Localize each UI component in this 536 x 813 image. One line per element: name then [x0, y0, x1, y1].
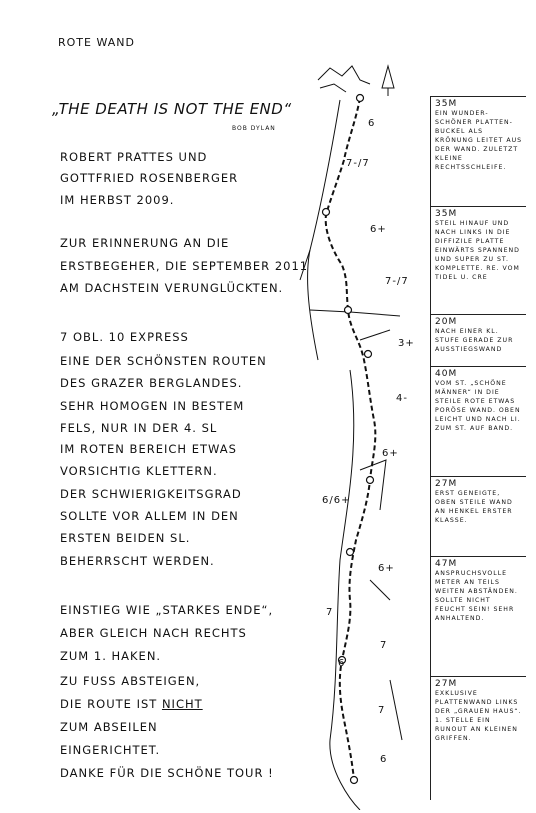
- pitch-description: EXKLUSIVE PLATTENWAND LINKS DER „GRAUEN HAUS“. 1. STELLE EIN RUNOUT AN KLEINEN GRIFFEN.: [435, 690, 522, 742]
- pitch-length: 27M: [435, 479, 458, 489]
- text-line: ROBERT PRATTES UND: [60, 150, 208, 164]
- route-line: [326, 98, 376, 780]
- pitch-grade: 7: [380, 640, 388, 651]
- pitch-grade: 6+: [382, 448, 399, 459]
- belay-station-icon: [345, 307, 352, 314]
- pitch-grade: 7: [326, 607, 334, 618]
- text-line: DER SCHWIERIGKEITSGRAD: [60, 487, 242, 501]
- text-line: FELS, NUR IN DER 4. SL: [60, 421, 218, 435]
- pitch-notes-column: [430, 96, 526, 800]
- route-topo-drawing: [290, 40, 430, 810]
- pitch-grade: 3+: [398, 338, 415, 349]
- text-line: ABER GLEICH NACH RECHTS: [60, 626, 247, 640]
- text-line: VORSICHTIG KLETTERN.: [60, 464, 218, 478]
- pitch-length: 40M: [435, 369, 458, 379]
- pitch-grade: 6: [380, 754, 388, 765]
- text-line: ZUR ERINNERUNG AN DIE: [60, 236, 230, 250]
- pitch-description: VOM ST. „SCHÖNE MÄNNER“ IN DIE STEILE ROTE ETWAS PORÖSE WAND. OBEN LEICHT UND NACH LI. ZUM ST. AUF BAND.: [435, 380, 521, 432]
- wall-edge-line: [330, 370, 360, 810]
- text-line: DANKE FÜR DIE SCHÖNE TOUR !: [60, 766, 274, 780]
- pitch-description: STEIL HINAUF UND NACH LINKS IN DIE DIFFIZILE PLATTE EINWÄRTS SPANNEND UND SUPER ZU ST. KOMPLETTE. RE. VOM TIDEL U. CRE: [435, 220, 520, 281]
- pitch-grade: 7-/7: [346, 158, 370, 169]
- pitch-description: ERST GENEIGTE, OBEN STEILE WAND AN HENKEL ERSTER KLASSE.: [435, 490, 513, 524]
- text-line: EINGERICHTET.: [60, 743, 161, 757]
- text-line: ZUM 1. HAKEN.: [60, 649, 162, 663]
- text-line: ERSTEN BEIDEN SL.: [60, 531, 191, 545]
- text-line: EINSTIEG WIE „STARKES ENDE“,: [60, 603, 274, 617]
- text-line: SEHR HOMOGEN IN BESTEM: [60, 399, 245, 413]
- wall-edge-line: [308, 100, 340, 360]
- pitch-note: [430, 206, 526, 314]
- belay-station-icon: [347, 549, 354, 556]
- pitch-length: 47M: [435, 559, 458, 569]
- pitch-note: [430, 556, 526, 676]
- wall-edge-line: [390, 680, 402, 740]
- text-line: SOLLTE VOR ALLEM IN DEN: [60, 509, 239, 523]
- belay-station-icon: [367, 477, 374, 484]
- quote-text: „THE DEATH IS NOT THE END“: [52, 100, 292, 118]
- pitch-length: 35M: [435, 209, 458, 219]
- text-segment: DIE ROUTE IST: [60, 697, 158, 711]
- pitch-length: 35M: [435, 99, 458, 109]
- text-line: 7 OBL. 10 EXPRESS: [60, 330, 189, 344]
- pitch-note: [430, 366, 526, 476]
- summit-rock-outline: [318, 66, 370, 84]
- pitch-length: 20M: [435, 317, 458, 327]
- pitch-length: 27M: [435, 679, 458, 689]
- pitch-description: ANSPRUCHSVOLLE METER AN TEILS WEITEN ABSTÄNDEN. SOLLTE NICHT FEUCHT SEIN! SEHR ANHALTEND.: [435, 570, 518, 622]
- text-line: EINE DER SCHÖNSTEN ROUTEN: [60, 354, 267, 368]
- pitch-description: EIN WUNDER-SCHÖNER PLATTEN-BUCKEL ALS KRÖNUNG LEITET AUS DER WAND. ZULETZT KLEINE RECHTSSCHLEIFE.: [435, 110, 523, 171]
- pitch-grade: 6/6+: [322, 495, 351, 506]
- belay-station-icon: [357, 95, 364, 102]
- wall-edge-line: [360, 460, 386, 510]
- tree-drawing: [382, 66, 394, 96]
- pitch-note: [430, 314, 526, 366]
- ledge-line: [310, 310, 400, 316]
- pitch-note: [430, 676, 526, 800]
- text-line: IM ROTEN BEREICH ETWAS: [60, 442, 237, 456]
- belay-station-icon: [323, 209, 330, 216]
- pitch-grade: 6: [368, 118, 376, 129]
- pitch-grade: 6+: [370, 224, 387, 235]
- page-header: ROTE WAND: [58, 36, 135, 49]
- text-line: DES GRAZER BERGLANDES.: [60, 376, 243, 390]
- pitch-grade: 6+: [378, 563, 395, 574]
- text-line: ZUM ABSEILEN: [60, 720, 158, 734]
- text-emphasis-not: NICHT: [161, 697, 203, 711]
- pitch-note: [430, 96, 526, 206]
- wall-edge-line: [360, 330, 390, 340]
- text-line: ERSTBEGEHER, DIE SEPTEMBER 2011: [60, 259, 309, 273]
- summit-rock-outline: [320, 84, 346, 92]
- text-line: AM DACHSTEIN VERUNGLÜCKTEN.: [60, 281, 284, 295]
- pitch-grade: 7-/7: [385, 276, 409, 287]
- text-line: ZU FUSS ABSTEIGEN,: [60, 674, 201, 688]
- text-line: GOTTFRIED ROSENBERGER: [60, 171, 239, 185]
- pitch-description: NACH EINER KL. STUFE GERADE ZUR AUSSTIEGSWAND: [435, 328, 514, 353]
- pitch-grade: 6: [338, 658, 346, 669]
- text-line: BEHERRSCHT WERDEN.: [60, 554, 215, 568]
- text-line: IM HERBST 2009.: [60, 193, 175, 207]
- belay-station-icon: [351, 777, 358, 784]
- wall-edge-line: [370, 580, 390, 600]
- quote-author: BOB DYLAN: [232, 125, 276, 132]
- pitch-grade: 4-: [396, 393, 408, 404]
- text-line-route: [60, 697, 203, 711]
- belay-station-icon: [365, 351, 372, 358]
- pitch-note: [430, 476, 526, 556]
- pitch-grade: 7: [378, 705, 386, 716]
